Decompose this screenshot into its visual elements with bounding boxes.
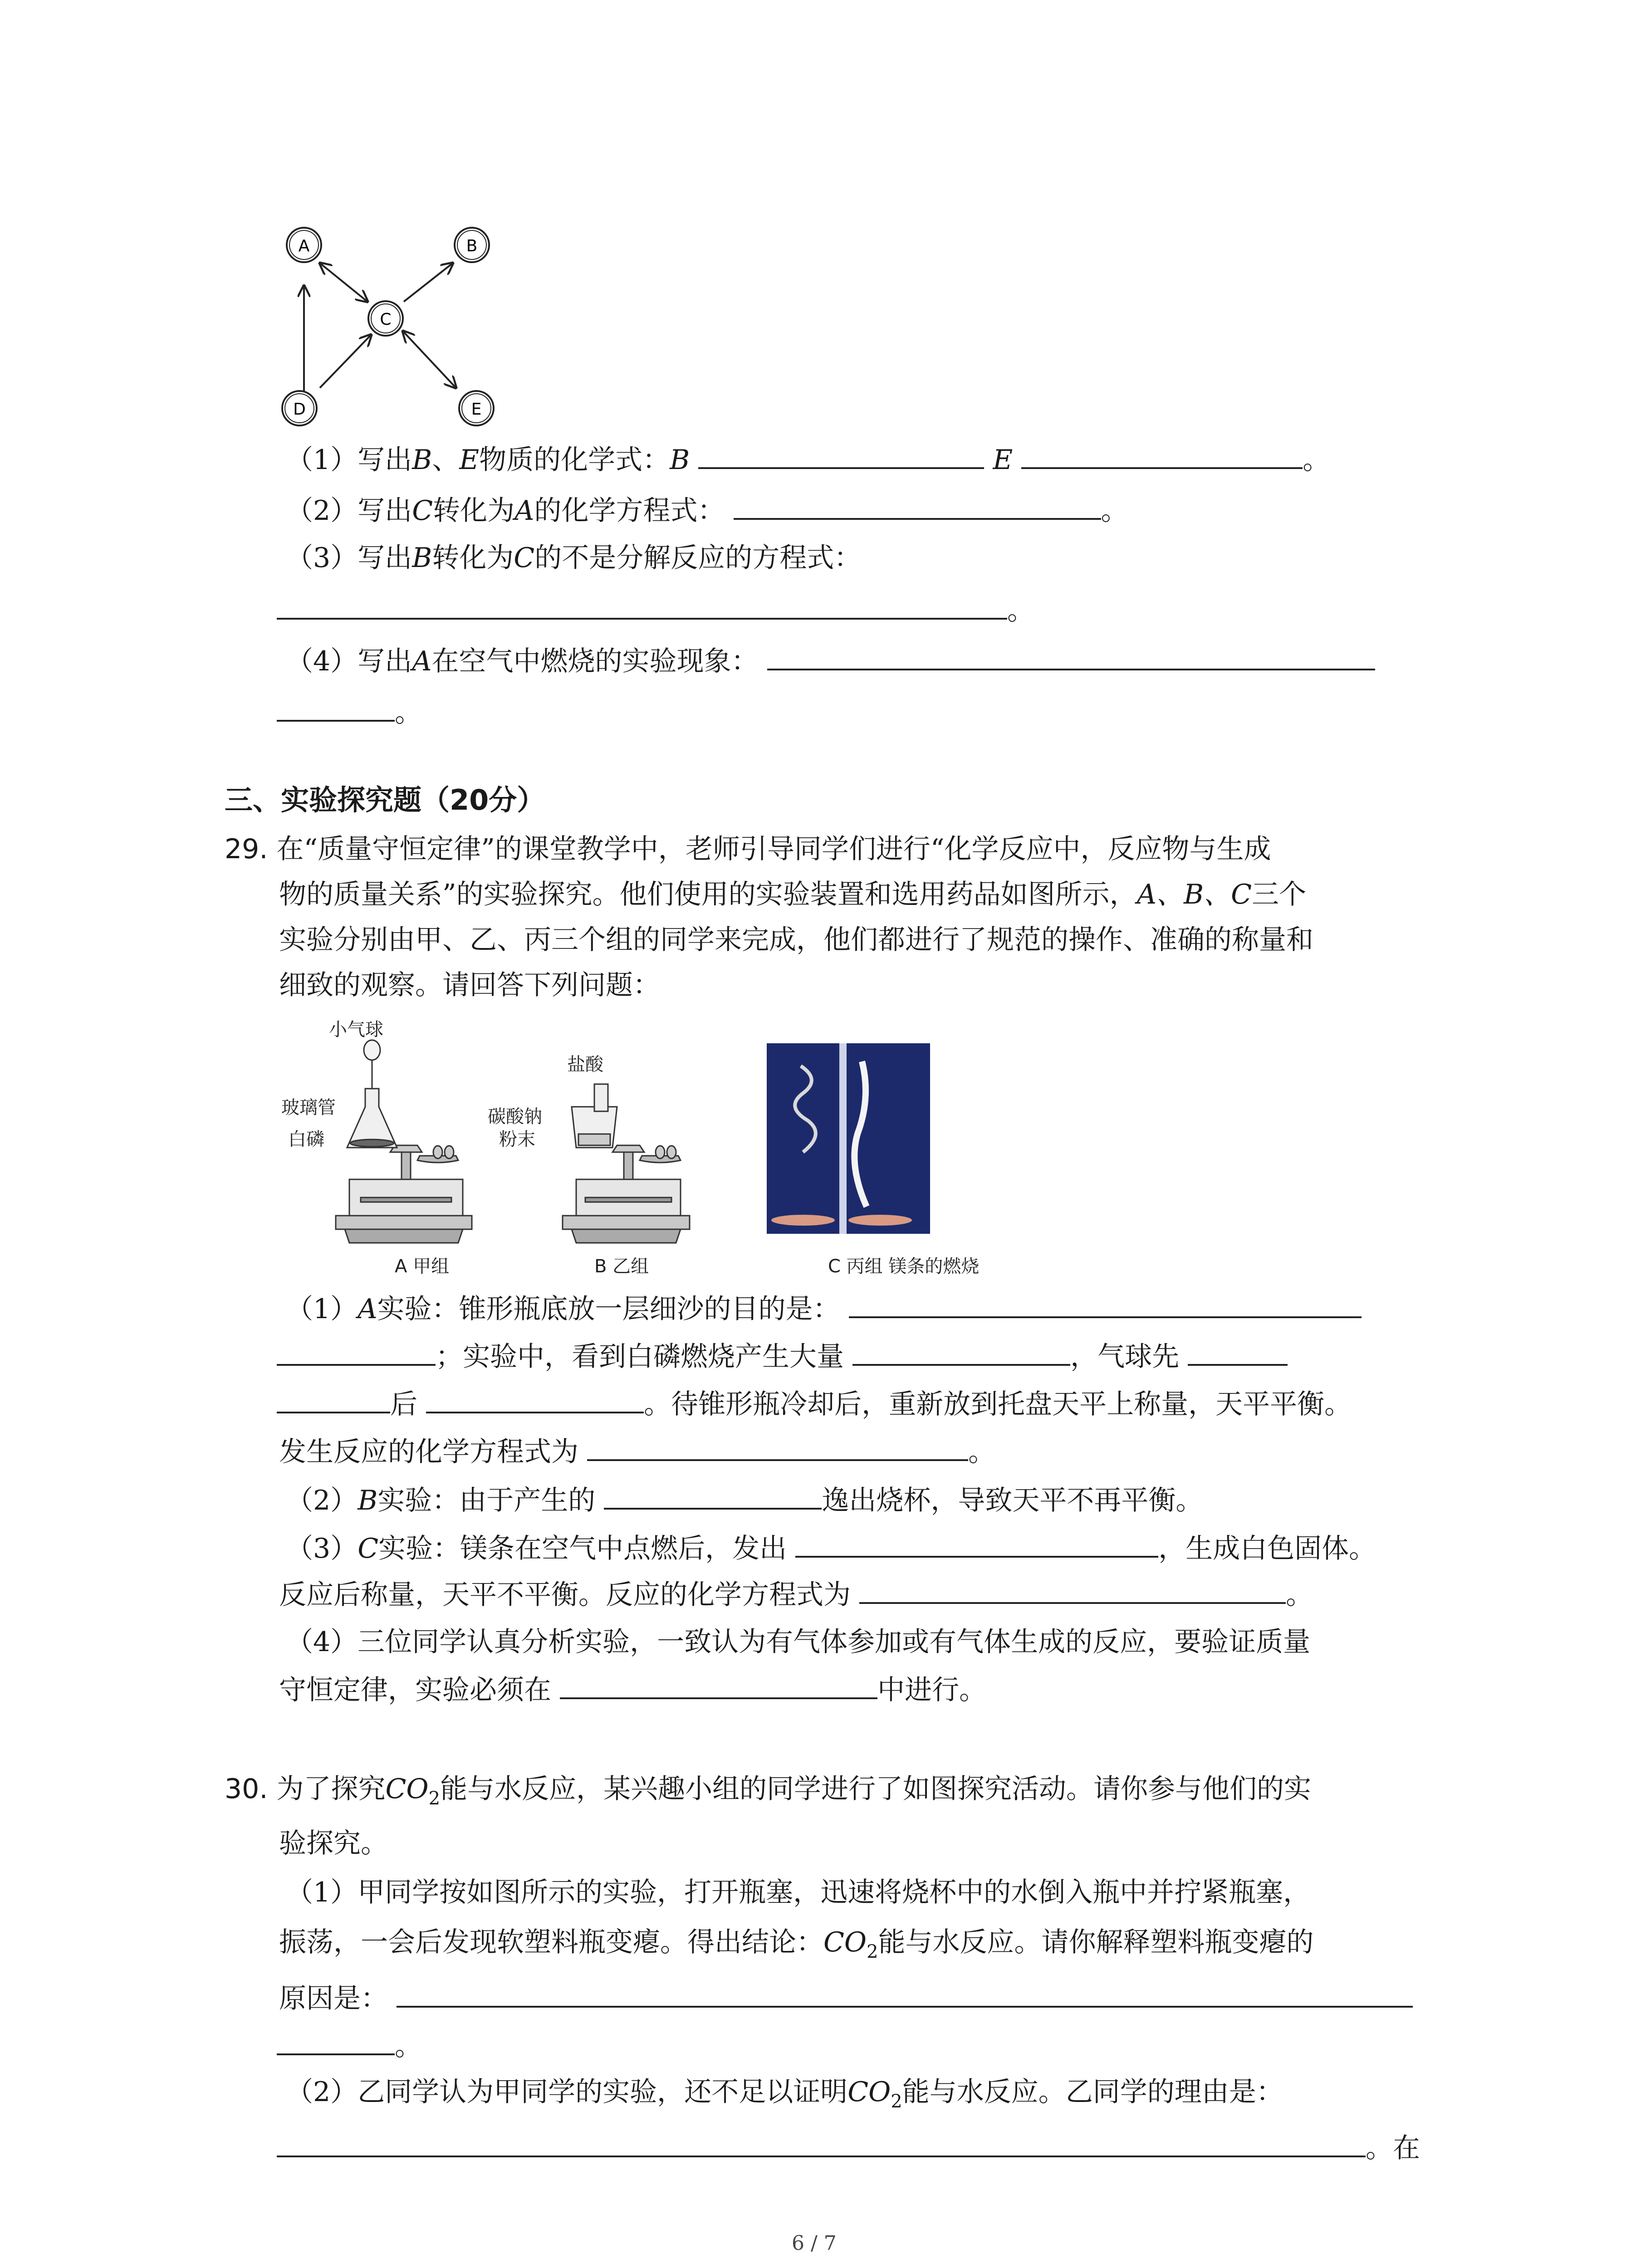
relationship-diagram [277,213,513,435]
q29-part4-line1: （4）三位同学认真分析实验，一致认为有气体参加或有气体生成的反应，要验证质量 [286,1626,1311,1658]
q29-part3-line1: （3）C实验：镁条在空气中点燃后，发出 ，生成白色固体。 [286,1528,1376,1568]
experiment-figure [281,1016,1030,1279]
q30-part1-line1: （1）甲同学按如图所示的实验，打开瓶塞，迅速将烧杯中的水倒入瓶中并拧紧瓶塞， [286,1877,1311,1908]
node-d [282,391,317,425]
q29-part1-line1: （1）A实验：锥形瓶底放一层细沙的目的是： [286,1288,1362,1328]
q28-part1: （1）写出B、E物质的化学式：B E 。 [286,439,1330,479]
answer-blank-equation-a[interactable] [587,1431,968,1461]
balance-a [336,1145,472,1243]
answer-blank-bottle-reason[interactable] [397,1978,1413,2008]
answer-blank-reason-b[interactable] [277,2127,1366,2157]
q28-part3-answer: 。 [277,590,1034,630]
answer-blank-sand-purpose-cont[interactable] [277,1336,436,1366]
q30-part1-line3: 原因是： [279,1978,1413,2018]
question-number: 30. [225,1773,268,1805]
q29-part3-line2: 反应后称量，天平不平衡。反应的化学方程式为 。 [279,1574,1313,1614]
q28-part2: （2）写出C转化为A的化学方程式： 。 [286,490,1128,530]
node-b-label: B [466,237,478,255]
answer-blank-a-phenomenon-cont[interactable] [277,692,395,722]
figure-label-powder-2: 粉末 [499,1129,535,1150]
node-b [455,228,489,262]
answer-blank-c-to-a[interactable] [734,490,1101,520]
figure-label-acid: 盐酸 [567,1054,603,1075]
figure-label-balloon: 小气球 [329,1019,383,1040]
q29-part2: （2）B实验：由于产生的 逸出烧杯，导致天平不再平衡。 [286,1480,1203,1520]
q29-intro-line1: 29. 在“质量守恒定律”的课堂教学中，老师引导同学们进行“化学反应中，反应物与生成 [225,833,1271,865]
q29-part1-line4: 发生反应的化学方程式为 。 [279,1431,995,1471]
q29-intro-line4: 细致的观察。请回答下列问题： [279,969,660,1001]
q29-intro-line3: 实验分别由甲、乙、丙三个组的同学来完成，他们都进行了规范的操作、准确的称量和 [279,924,1313,956]
balance-b [563,1145,690,1243]
answer-blank-b-to-c[interactable] [277,590,1007,620]
answer-blank-equation-c[interactable] [859,1574,1286,1604]
q30-intro-line1: 30. 为了探究$CO_2$能与水反应，某兴趣小组的同学进行了如图探究活动。请你参与他们的实 [225,1773,1312,1809]
answer-blank-bottle-reason-cont[interactable] [277,2025,395,2055]
answer-blank-e[interactable] [1021,439,1303,469]
q28-part3: （3）写出B转化为C的不是分解反应的方程式： [286,542,862,574]
node-e-label: E [471,400,482,419]
answer-blank-light[interactable] [795,1528,1158,1558]
answer-blank-container[interactable] [560,1669,877,1699]
answer-blank-balloon-after[interactable] [426,1383,644,1413]
page-number: 6 / 7 [792,2232,837,2255]
section-heading: 三、实验探究题（20分） [225,783,545,816]
arrow-c-b [404,263,453,302]
q29-part1-line3: 后 。待锥形瓶冷却后，重新放到托盘天平上称量，天平平衡。 [277,1383,1352,1423]
arrow-d-c [320,335,371,388]
arrow-a-c [320,263,367,302]
node-a-label: A [298,237,310,255]
answer-blank-gas[interactable] [604,1480,822,1510]
flask-a [347,1040,397,1148]
q30-part2-line2: 。在 [277,2127,1420,2167]
figure-caption-c: C 丙组 镁条的燃烧 [828,1256,980,1277]
answer-blank-balloon-first-cont[interactable] [277,1383,390,1413]
q28-part4: （4）写出A在空气中燃烧的实验现象： [286,640,1375,680]
node-c [368,301,403,336]
answer-blank-balloon-first[interactable] [1188,1336,1288,1366]
figure-label-powder-1: 碳酸钠 [488,1106,542,1127]
answer-blank-b[interactable] [698,439,984,469]
answer-blank-smoke[interactable] [852,1336,1070,1366]
figure-caption-b: B 乙组 [594,1256,649,1277]
beaker-b [572,1084,617,1148]
question-number: 29. [225,833,268,865]
magnesium-photo [767,1043,930,1234]
answer-blank-sand-purpose[interactable] [849,1288,1362,1318]
node-d-label: D [293,400,306,419]
figure-label-tube: 玻璃管 [281,1097,336,1118]
q29-part1-line2: ；实验中，看到白磷燃烧产生大量 ，气球先 [277,1336,1288,1376]
q30-intro-line2: 验探究。 [279,1828,388,1859]
q29-part4-line2: 守恒定律，实验必须在 中进行。 [279,1669,986,1709]
q30-part2-line1: （2）乙同学认为甲同学的实验，还不足以证明$CO_2$能与水反应。乙同学的理由是： [286,2076,1283,2112]
node-c-label: C [380,310,392,329]
answer-blank-a-phenomenon[interactable] [767,640,1375,670]
arrow-c-e [403,331,456,388]
q29-intro-line2: 物的质量关系”的实验探究。他们使用的实验装置和选用药品如图所示，A、B、C三个 [279,879,1307,910]
figure-label-phosphorus: 白磷 [288,1129,324,1150]
q28-part4-answer: 。 [277,692,422,732]
q30-part1-line4: 。 [277,2025,422,2065]
q30-part1-line2: 振荡，一会后发现软塑料瓶变瘪。得出结论：$CO_2$能与水反应。请你解释塑料瓶变瘪的 [279,1926,1314,1962]
node-e [459,391,494,425]
figure-caption-a: A 甲组 [395,1256,450,1277]
node-a [287,228,321,262]
